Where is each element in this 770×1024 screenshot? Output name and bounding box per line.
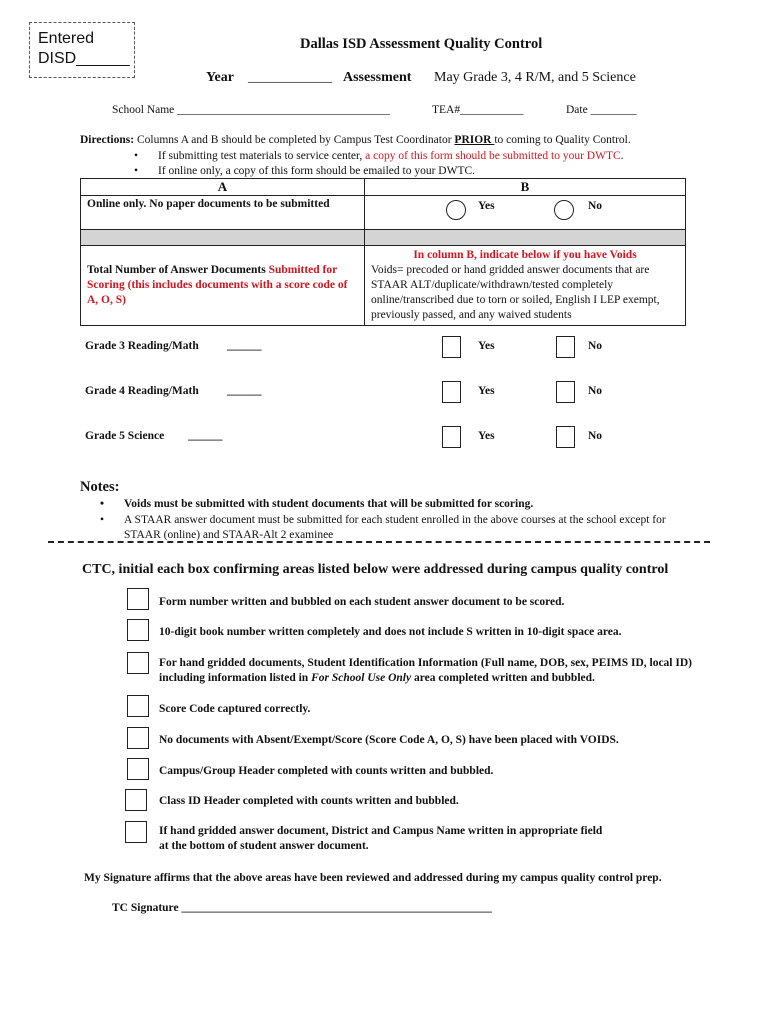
total-label-black: Total Number of Answer Documents <box>87 264 269 276</box>
ctc-item: Class ID Header completed with counts written and bubbled. <box>159 795 459 807</box>
grade-no-checkbox[interactable] <box>556 426 575 448</box>
column-a-header: A <box>81 179 365 196</box>
voids-definition: Voids= precoded or hand gridded answer documents that are STAAR ALT/duplicate/withdrawn/tested completely online/transcribed due to torn or soiled, English I LEP exempt, previously passed, and any waived students <box>371 264 660 321</box>
ctc-initial-box[interactable] <box>125 821 147 843</box>
ctc-initial-box[interactable] <box>125 789 147 811</box>
online-yes-radio[interactable] <box>446 200 466 220</box>
notes-item-2-cont: STAAR (online) and STAAR-Alt 2 examinee <box>124 529 334 541</box>
grade-no-label: No <box>588 340 603 352</box>
grade-yes-checkbox[interactable] <box>442 336 461 358</box>
year-label: Year <box>206 70 234 85</box>
grade-yes-label: Yes <box>478 340 495 352</box>
ctc-item-line-1: If hand gridded answer document, District and Campus Name written in appropriate field <box>159 825 603 837</box>
signature-affirmation: My Signature affirms that the above areas have been reviewed and addressed during my campus quality control prep. <box>84 872 662 884</box>
assessment-label: Assessment <box>343 70 412 85</box>
notes-item-2: • A STAAR answer document must be submitted for each student enrolled in the above courses at the school except for <box>124 514 666 526</box>
ctc-item <box>159 824 602 854</box>
bullet1-text: If submitting test materials to service center, <box>158 150 366 162</box>
directions-prior: PRIOR <box>454 134 495 146</box>
ctc-item-line-2: at the bottom of student answer document. <box>159 840 369 852</box>
stamp-line-1: Entered <box>38 30 95 47</box>
gray-separator-b <box>365 230 686 246</box>
col-b-instructions: In column B, indicate below if you have Voids <box>413 249 637 261</box>
ctc-item-italic: For School Use Only <box>311 672 412 684</box>
ctc-initial-box[interactable] <box>127 588 149 610</box>
online-no-label: No <box>588 200 603 212</box>
grade-no-label: No <box>588 430 603 442</box>
ctc-initial-box[interactable] <box>127 619 149 641</box>
notes-item-1: • Voids must be submitted with student documents that will be submitted for scoring. <box>124 498 533 510</box>
bullet1-end: . <box>620 150 624 162</box>
gray-separator-a <box>81 230 365 246</box>
total-documents-label <box>81 246 365 326</box>
grade-row-label: Grade 4 Reading/Math <box>85 385 199 397</box>
ctc-item: No documents with Absent/Exempt/Score (Score Code A, O, S) have been placed with VOIDS. <box>159 734 619 746</box>
grade-yes-checkbox[interactable] <box>442 381 461 403</box>
online-no-radio[interactable] <box>554 200 574 220</box>
grade-yes-checkbox[interactable] <box>442 426 461 448</box>
directions-bullet-1 <box>158 150 624 162</box>
directions-text-after: to coming to Quality Control. <box>494 134 631 146</box>
grade-no-checkbox[interactable] <box>556 381 575 403</box>
cut-line <box>48 541 710 543</box>
grade-count-field[interactable]: ______ <box>227 385 262 397</box>
ctc-item-line-1: For hand gridded documents, Student Identification Information (Full name, DOB, sex, PEIMS ID, local ID) <box>159 657 692 669</box>
total-label-red: Submitted for Scoring (this includes documents with a score code of A, O, S) <box>87 264 348 306</box>
grade-row-label: Grade 3 Reading/Math <box>85 340 199 352</box>
directions-text: Columns A and B should be completed by Campus Test Coordinator <box>134 134 455 146</box>
ctc-initial-box[interactable] <box>127 695 149 717</box>
tea-field[interactable]: TEA#___________ <box>432 104 524 116</box>
grade-count-field[interactable]: ______ <box>188 430 223 442</box>
online-only-label: Online only. No paper documents to be submitted <box>81 196 365 230</box>
directions-label: Directions: <box>80 134 135 146</box>
column-b-header: B <box>365 179 686 196</box>
voids-cell <box>365 246 686 326</box>
year-field[interactable]: ____________ <box>248 70 332 85</box>
school-name-field[interactable]: School Name _____________________________________ <box>112 104 390 116</box>
ctc-initial-box[interactable] <box>127 652 149 674</box>
grade-yes-label: Yes <box>478 430 495 442</box>
ctc-item-line-2: including information listed in <box>159 672 312 684</box>
online-yes-label: Yes <box>478 200 495 212</box>
page-title: Dallas ISD Assessment Quality Control <box>300 36 543 52</box>
grade-no-checkbox[interactable] <box>556 336 575 358</box>
ctc-item: Form number written and bubbled on each student answer document to be scored. <box>159 596 565 608</box>
bullet1-red-text: a copy of this form should be submitted to your DWTC <box>365 150 621 162</box>
directions-bullet-2: • If online only, a copy of this form should be emailed to your DWTC. <box>158 165 475 177</box>
stamp-line-2: DISD______ <box>38 50 130 67</box>
ctc-item: Score Code captured correctly. <box>159 703 311 715</box>
ctc-initial-box[interactable] <box>127 727 149 749</box>
grade-no-label: No <box>588 385 603 397</box>
ctc-item <box>159 656 692 686</box>
online-only-options <box>365 196 686 230</box>
ctc-item: Campus/Group Header completed with counts written and bubbled. <box>159 765 494 777</box>
ctc-item: 10-digit book number written completely and does not include S written in 10-digit space area. <box>159 626 622 638</box>
assessment-value: May Grade 3, 4 R/M, and 5 Science <box>434 70 636 85</box>
date-field[interactable]: Date ________ <box>566 104 637 116</box>
grade-yes-label: Yes <box>478 385 495 397</box>
notes-title: Notes: <box>80 479 120 495</box>
ctc-item-line-2-end: area completed written and bubbled. <box>411 672 595 684</box>
grade-row-label: Grade 5 Science <box>85 430 165 442</box>
grade-count-field[interactable]: ______ <box>227 340 262 352</box>
entered-stamp <box>29 22 135 78</box>
ctc-initial-box[interactable] <box>127 758 149 780</box>
directions <box>80 134 631 146</box>
ctc-heading: CTC, initial each box confirming areas listed below were addressed during campus quality control <box>82 562 669 577</box>
tc-signature-field[interactable]: TC Signature ______________________________________________________ <box>112 902 492 914</box>
